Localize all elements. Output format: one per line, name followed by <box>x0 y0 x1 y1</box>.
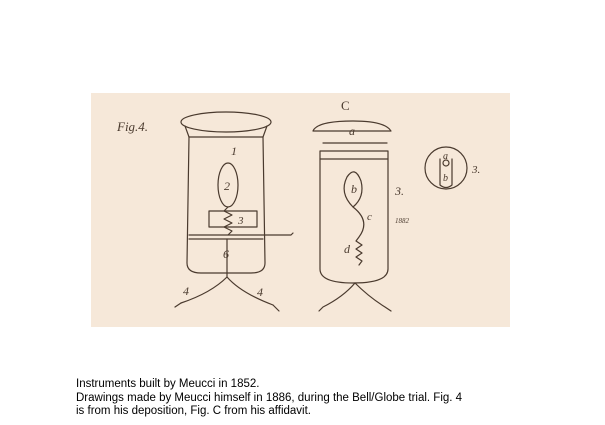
circle-label-3: 3. <box>472 164 481 176</box>
fig-c-label: C <box>341 98 350 113</box>
fig4-label: Fig.4. <box>117 119 149 134</box>
label-b-mid: b <box>351 182 357 196</box>
meucci-drawings <box>91 93 510 327</box>
label-a-top: a <box>349 124 355 138</box>
label-3-right: 3. <box>395 184 404 198</box>
label-d-low: d <box>344 242 350 256</box>
caption-line-1: Instruments built by Meucci in 1852. <box>76 378 260 390</box>
caption-line-2: Drawings made by Meucci himself in 1886, during the Bell/Globe trial. Fig. 4 <box>76 391 463 404</box>
circle-label-b: b <box>443 173 448 184</box>
circle-label-a: a <box>443 151 448 162</box>
label-3: 3 <box>238 215 244 227</box>
label-1882: 1882 <box>395 217 409 225</box>
label-2: 2 <box>224 179 230 193</box>
label-6: 6 <box>223 247 229 261</box>
label-4-left: 4 <box>183 284 189 298</box>
caption-line-3: is from his deposition, Fig. C from his affidavit. <box>76 405 311 418</box>
fig-c-instrument <box>313 121 391 311</box>
drawing-plate <box>91 93 510 327</box>
caption <box>76 378 546 419</box>
label-4-right: 4 <box>257 285 263 299</box>
label-c-side: c <box>367 211 372 223</box>
label-1: 1 <box>231 144 237 158</box>
fig4-instrument <box>175 112 293 311</box>
